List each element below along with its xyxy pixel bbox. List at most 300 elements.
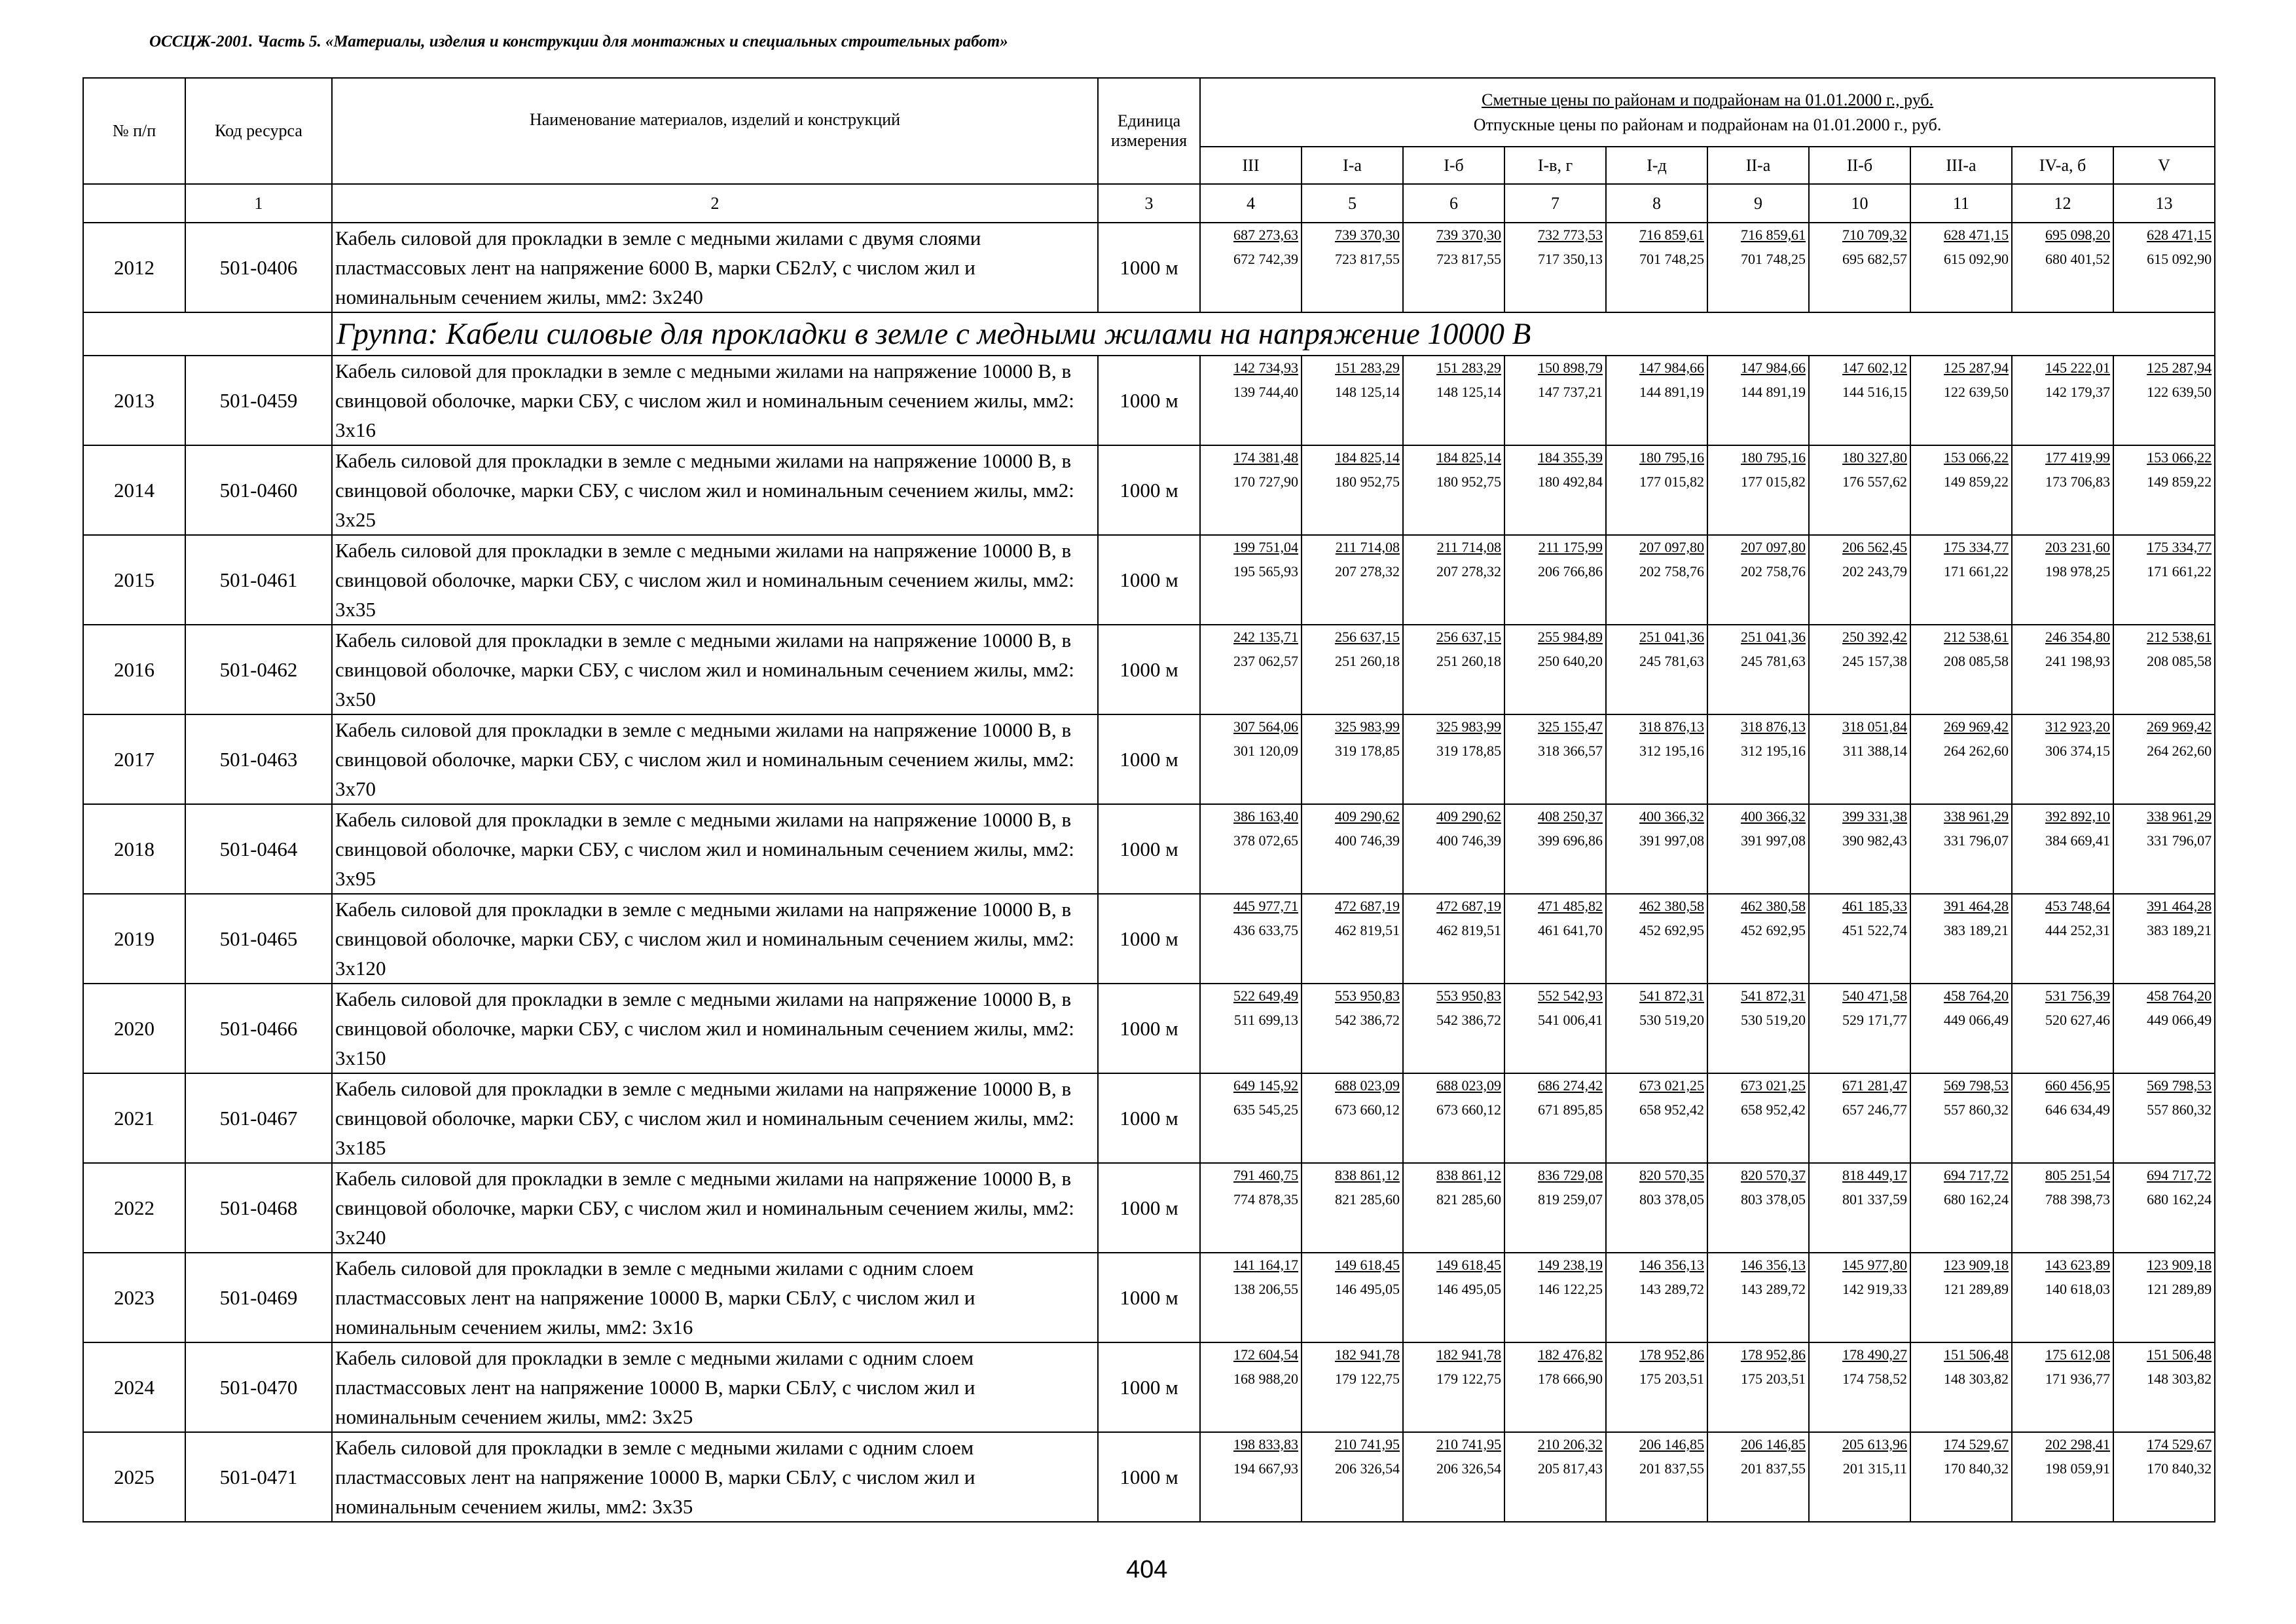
release-price: 615 092,90 [2147,251,2212,267]
header-release-prices: Отпускные цены по районам и подрайонам на 01.01.2000 г., руб. [1473,115,1942,134]
release-price: 175 203,51 [1741,1371,1806,1387]
row-code: 501-0465 [185,894,332,984]
estimate-price: 147 984,66 [1639,360,1704,376]
estimate-price: 149 618,45 [1335,1257,1400,1273]
row-pos: 2024 [83,1342,185,1432]
release-price: 557 860,32 [2147,1101,2212,1118]
estimate-price: 445 977,71 [1233,898,1298,914]
row-name: Кабель силовой для прокладки в земле с медными жилами на напряжение 10000 В, в свинцовой оболочке, марки СБУ, с числом жил и номинальным сечением жилы, мм2: 3х16 [332,356,1098,445]
price-cell [1403,804,1504,894]
release-price: 318 366,57 [1538,743,1603,759]
price-cell [2012,714,2113,804]
price-cell [1403,535,1504,625]
region-header: I-в, г [1504,147,1606,184]
release-price: 530 519,20 [1639,1012,1704,1028]
row-pos: 2015 [83,535,185,625]
release-price: 170 727,90 [1233,473,1298,490]
table-row [83,894,2215,984]
release-price: 195 565,93 [1233,563,1298,580]
release-price: 180 952,75 [1436,473,1501,490]
row-name: Кабель силовой для прокладки в земле с медными жилами на напряжение 10000 В, в свинцовой оболочке, марки СБУ, с числом жил и номинальным сечением жилы, мм2: 3х35 [332,535,1098,625]
estimate-price: 472 687,19 [1335,898,1400,914]
release-price: 541 006,41 [1538,1012,1603,1028]
estimate-price: 569 798,53 [2147,1077,2212,1094]
estimate-price: 151 283,29 [1335,360,1400,376]
estimate-price: 386 163,40 [1233,808,1298,824]
estimate-price: 325 983,99 [1436,718,1501,735]
estimate-price: 210 741,95 [1335,1436,1400,1452]
estimate-price: 174 529,67 [2147,1436,2212,1452]
price-cell [1302,1432,1403,1522]
price-cell [1504,223,1606,312]
release-price: 452 692,95 [1741,922,1806,938]
group-row [83,312,2215,356]
estimate-price: 540 471,58 [1842,987,1907,1004]
release-price: 171 661,22 [1944,563,2009,580]
estimate-price: 686 274,42 [1538,1077,1603,1094]
estimate-price: 318 876,13 [1639,718,1704,735]
release-price: 801 337,59 [1842,1191,1907,1208]
release-price: 695 682,57 [1842,251,1907,267]
price-cell [1910,625,2012,714]
release-price: 194 667,93 [1233,1460,1298,1477]
release-price: 241 198,93 [2045,653,2110,669]
price-cell [1809,1432,1910,1522]
price-cell [1200,894,1302,984]
price-cell [2012,1073,2113,1163]
estimate-price: 628 471,15 [1944,227,2009,243]
price-cell [1910,714,2012,804]
estimate-price: 198 833,83 [1233,1436,1298,1452]
estimate-price: 649 145,92 [1233,1077,1298,1094]
estimate-price: 175 612,08 [2045,1346,2110,1363]
price-cell [1403,894,1504,984]
price-cell [1910,894,2012,984]
release-price: 205 817,43 [1538,1460,1603,1477]
release-price: 149 859,22 [1944,473,2009,490]
release-price: 178 666,90 [1538,1371,1603,1387]
row-code: 501-0464 [185,804,332,894]
estimate-price: 392 892,10 [2045,808,2110,824]
release-price: 148 125,14 [1335,384,1400,400]
row-unit: 1000 м [1098,625,1200,714]
release-price: 680 401,52 [2045,251,2110,267]
row-unit: 1000 м [1098,1253,1200,1342]
release-price: 449 066,49 [1944,1012,2009,1028]
region-header: III [1200,147,1302,184]
row-pos: 2014 [83,445,185,535]
row-code: 501-0462 [185,625,332,714]
price-cell [1200,356,1302,445]
row-code: 501-0467 [185,1073,332,1163]
release-price: 198 978,25 [2045,563,2110,580]
price-cell [1302,984,1403,1073]
release-price: 122 639,50 [2147,384,2212,400]
price-cell [1403,445,1504,535]
row-unit: 1000 м [1098,1163,1200,1253]
row-code: 501-0471 [185,1432,332,1522]
estimate-price: 688 023,09 [1436,1077,1501,1094]
price-cell [1302,1342,1403,1432]
release-price: 168 988,20 [1233,1371,1298,1387]
column-number: 4 [1200,184,1302,223]
price-cell [1302,445,1403,535]
price-cell [1707,223,1809,312]
price-cell [1302,714,1403,804]
estimate-price: 660 456,95 [2045,1077,2110,1094]
estimate-price: 318 876,13 [1741,718,1806,735]
price-cell [1302,535,1403,625]
column-number: 3 [1098,184,1200,223]
price-cell [1606,223,1707,312]
estimate-price: 125 287,94 [2147,360,2212,376]
price-cell [1504,894,1606,984]
price-cell [1707,714,1809,804]
price-cell [2113,984,2215,1073]
page-number: 404 [1126,1556,1168,1583]
release-price: 331 796,07 [1944,832,2009,849]
release-price: 143 289,72 [1741,1281,1806,1297]
table-row [83,535,2215,625]
price-cell [2012,1163,2113,1253]
release-price: 144 891,19 [1639,384,1704,400]
estimate-price: 178 490,27 [1842,1346,1907,1363]
estimate-price: 199 751,04 [1233,539,1298,555]
price-cell [2113,894,2215,984]
row-pos: 2017 [83,714,185,804]
price-cell [1809,1342,1910,1432]
price-cell [2113,1253,2215,1342]
release-price: 121 289,89 [1944,1281,2009,1297]
price-cell [1606,1342,1707,1432]
price-cell [1910,223,2012,312]
price-cell [1403,356,1504,445]
price-cell [1302,223,1403,312]
estimate-price: 178 952,86 [1741,1346,1806,1363]
row-code: 501-0469 [185,1253,332,1342]
estimate-price: 246 354,80 [2045,629,2110,645]
estimate-price: 673 021,25 [1639,1077,1704,1094]
header-name: Наименование материалов, изделий и конструкций [332,78,1098,184]
estimate-price: 153 066,22 [1944,449,2009,466]
estimate-price: 256 637,15 [1335,629,1400,645]
estimate-price: 184 825,14 [1335,449,1400,466]
row-pos: 2016 [83,625,185,714]
price-cell [1910,1253,2012,1342]
estimate-price: 175 334,77 [2147,539,2212,555]
group-title: Группа: Кабели силовые для прокладки в земле с медными жилами на напряжение 10000 В [332,312,2215,356]
estimate-price: 143 623,89 [2045,1257,2110,1273]
header-code: Код ресурса [185,78,332,184]
release-price: 673 660,12 [1335,1101,1400,1118]
estimate-price: 732 773,53 [1538,227,1603,243]
estimate-price: 838 861,12 [1436,1167,1501,1183]
estimate-price: 307 564,06 [1233,718,1298,735]
estimate-price: 408 250,37 [1538,808,1603,824]
estimate-price: 838 861,12 [1335,1167,1400,1183]
release-price: 148 303,82 [2147,1371,2212,1387]
release-price: 529 171,77 [1842,1012,1907,1028]
estimate-price: 180 795,16 [1741,449,1806,466]
price-table [82,77,2215,1522]
price-cell [2113,445,2215,535]
estimate-price: 522 649,49 [1233,987,1298,1004]
release-price: 671 895,85 [1538,1101,1603,1118]
release-price: 400 746,39 [1335,832,1400,849]
estimate-price: 178 952,86 [1639,1346,1704,1363]
row-unit: 1000 м [1098,804,1200,894]
column-number: 12 [2012,184,2113,223]
estimate-price: 147 602,12 [1842,360,1907,376]
estimate-price: 206 146,85 [1741,1436,1806,1452]
row-code: 501-0463 [185,714,332,804]
estimate-price: 739 370,30 [1335,227,1400,243]
release-price: 142 919,33 [1842,1281,1907,1297]
release-price: 264 262,60 [2147,743,2212,759]
release-price: 144 516,15 [1842,384,1907,400]
row-pos: 2025 [83,1432,185,1522]
price-cell [1707,535,1809,625]
price-cell [1910,1073,2012,1163]
price-cell [1200,1342,1302,1432]
release-price: 511 699,13 [1233,1012,1298,1028]
release-price: 390 982,43 [1842,832,1907,849]
price-cell [1606,445,1707,535]
release-price: 444 252,31 [2045,922,2110,938]
row-pos: 2020 [83,984,185,1073]
estimate-price: 251 041,36 [1741,629,1806,645]
row-unit: 1000 м [1098,535,1200,625]
estimate-price: 212 538,61 [1944,629,2009,645]
price-cell [2012,445,2113,535]
estimate-price: 251 041,36 [1639,629,1704,645]
release-price: 717 350,13 [1538,251,1603,267]
price-cell [2012,894,2113,984]
table-row [83,1163,2215,1253]
price-cell [2012,1253,2113,1342]
price-cell [1403,1342,1504,1432]
estimate-price: 123 909,18 [2147,1257,2212,1273]
column-number: 1 [185,184,332,223]
row-code: 501-0470 [185,1342,332,1432]
release-price: 557 860,32 [1944,1101,2009,1118]
price-cell [1809,535,1910,625]
release-price: 774 878,35 [1233,1191,1298,1208]
price-cell [2012,356,2113,445]
estimate-price: 399 331,38 [1842,808,1907,824]
column-number: 11 [1910,184,2012,223]
price-cell [1910,356,2012,445]
price-cell [1403,714,1504,804]
price-cell [1707,804,1809,894]
row-unit: 1000 м [1098,1342,1200,1432]
estimate-price: 671 281,47 [1842,1077,1907,1094]
header-pos: № п/п [83,78,185,184]
price-cell [2113,804,2215,894]
estimate-price: 325 983,99 [1335,718,1400,735]
estimate-price: 462 380,58 [1741,898,1806,914]
release-price: 658 952,42 [1639,1101,1704,1118]
price-cell [1809,804,1910,894]
price-cell [1809,356,1910,445]
release-price: 788 398,73 [2045,1191,2110,1208]
release-price: 207 278,32 [1335,563,1400,580]
column-number: 6 [1403,184,1504,223]
price-cell [1809,625,1910,714]
row-code: 501-0466 [185,984,332,1073]
release-price: 673 660,12 [1436,1101,1501,1118]
estimate-price: 256 637,15 [1436,629,1501,645]
estimate-price: 207 097,80 [1741,539,1806,555]
estimate-price: 211 714,08 [1436,539,1501,555]
row-name: Кабель силовой для прокладки в земле с медными жилами на напряжение 10000 В, в свинцовой оболочке, марки СБУ, с числом жил и номинальным сечением жилы, мм2: 3х240 [332,1163,1098,1253]
header-prices [1200,78,2215,147]
price-cell [1200,625,1302,714]
release-price: 672 742,39 [1233,251,1298,267]
price-cell [1606,804,1707,894]
release-price: 201 837,55 [1639,1460,1704,1477]
price-cell [2113,1073,2215,1163]
price-cell [1910,1163,2012,1253]
price-cell [1403,984,1504,1073]
estimate-price: 210 206,32 [1538,1436,1603,1452]
column-number: 8 [1606,184,1707,223]
release-price: 177 015,82 [1639,473,1704,490]
estimate-price: 146 356,13 [1741,1257,1806,1273]
price-cell [1504,356,1606,445]
release-price: 177 015,82 [1741,473,1806,490]
release-price: 180 952,75 [1335,473,1400,490]
release-price: 399 696,86 [1538,832,1603,849]
estimate-price: 203 231,60 [2045,539,2110,555]
release-price: 312 195,16 [1639,743,1704,759]
table-row [83,804,2215,894]
price-cell [1606,984,1707,1073]
price-cell [1910,535,2012,625]
estimate-price: 177 419,99 [2045,449,2110,466]
estimate-price: 151 283,29 [1436,360,1501,376]
price-cell [1606,1432,1707,1522]
estimate-price: 531 756,39 [2045,987,2110,1004]
release-price: 237 062,57 [1233,653,1298,669]
release-price: 201 315,11 [1842,1460,1907,1477]
estimate-price: 182 941,78 [1436,1346,1501,1363]
estimate-price: 172 604,54 [1233,1346,1298,1363]
estimate-price: 409 290,62 [1436,808,1501,824]
price-cell [2113,356,2215,445]
price-cell [1809,445,1910,535]
release-price: 245 157,38 [1842,653,1907,669]
estimate-price: 818 449,17 [1842,1167,1907,1183]
column-number: 10 [1809,184,1910,223]
column-number: 5 [1302,184,1403,223]
estimate-price: 318 051,84 [1842,718,1907,735]
release-price: 821 285,60 [1436,1191,1501,1208]
release-price: 803 378,05 [1741,1191,1806,1208]
estimate-price: 453 748,64 [2045,898,2110,914]
estimate-price: 205 613,96 [1842,1436,1907,1452]
price-cell [1707,625,1809,714]
release-price: 391 997,08 [1741,832,1806,849]
release-price: 144 891,19 [1741,384,1806,400]
release-price: 140 618,03 [2045,1281,2110,1297]
estimate-price: 628 471,15 [2147,227,2212,243]
price-cell [1606,1253,1707,1342]
release-price: 451 522,74 [1842,922,1907,938]
table-row [83,1253,2215,1342]
estimate-price: 207 097,80 [1639,539,1704,555]
release-price: 143 289,72 [1639,1281,1704,1297]
estimate-price: 820 570,35 [1639,1167,1704,1183]
release-price: 821 285,60 [1335,1191,1400,1208]
estimate-price: 391 464,28 [2147,898,2212,914]
row-name: Кабель силовой для прокладки в земле с медными жилами с двумя слоями пластмассовых лент на напряжение 6000 В, марки СБ2лУ, с числом жил и номинальным сечением жилы, мм2: 3х240 [332,223,1098,312]
price-cell [1606,714,1707,804]
release-price: 462 819,51 [1436,922,1501,938]
release-price: 206 326,54 [1335,1460,1400,1477]
price-cell [1606,535,1707,625]
release-price: 680 162,24 [1944,1191,2009,1208]
region-header: I-д [1606,147,1707,184]
row-name: Кабель силовой для прокладки в земле с медными жилами с одним слоем пластмассовых лент на напряжение 10000 В, марки СБлУ, с числом жил и номинальным сечением жилы, мм2: 3х35 [332,1432,1098,1522]
release-price: 180 492,84 [1538,473,1603,490]
estimate-price: 123 909,18 [1944,1257,2009,1273]
release-price: 680 162,24 [2147,1191,2212,1208]
estimate-price: 202 298,41 [2045,1436,2110,1452]
price-cell [1606,894,1707,984]
release-price: 383 189,21 [2147,922,2212,938]
price-cell [1809,714,1910,804]
price-cell [2113,714,2215,804]
release-price: 251 260,18 [1335,653,1400,669]
release-price: 198 059,91 [2045,1460,2110,1477]
header-unit: Единица измерения [1098,78,1200,184]
release-price: 615 092,90 [1944,251,2009,267]
release-price: 542 386,72 [1335,1012,1400,1028]
release-price: 264 262,60 [1944,743,2009,759]
release-price: 208 085,58 [1944,653,2009,669]
release-price: 170 840,32 [2147,1460,2212,1477]
release-price: 175 203,51 [1639,1371,1704,1387]
price-cell [1302,1253,1403,1342]
estimate-price: 255 984,89 [1538,629,1603,645]
price-cell [1403,1253,1504,1342]
release-price: 146 122,25 [1538,1281,1603,1297]
price-cell [1504,714,1606,804]
price-cell [1200,804,1302,894]
price-cell [1302,625,1403,714]
region-header: III-а [1910,147,2012,184]
price-cell [1504,984,1606,1073]
price-cell [2012,984,2113,1073]
price-cell [1707,445,1809,535]
estimate-price: 145 977,80 [1842,1257,1907,1273]
price-cell [1707,1073,1809,1163]
column-number: 9 [1707,184,1809,223]
release-price: 400 746,39 [1436,832,1501,849]
release-price: 146 495,05 [1436,1281,1501,1297]
price-cell [1707,1253,1809,1342]
row-name: Кабель силовой для прокладки в земле с медными жилами с одним слоем пластмассовых лент на напряжение 10000 В, марки СБлУ, с числом жил и номинальным сечением жилы, мм2: 3х16 [332,1253,1098,1342]
release-price: 149 859,22 [2147,473,2212,490]
release-price: 319 178,85 [1335,743,1400,759]
estimate-price: 182 476,82 [1538,1346,1603,1363]
price-cell [1200,1432,1302,1522]
release-price: 658 952,42 [1741,1101,1806,1118]
estimate-price: 694 717,72 [1944,1167,2009,1183]
release-price: 170 840,32 [1944,1460,2009,1477]
price-cell [1504,1163,1606,1253]
